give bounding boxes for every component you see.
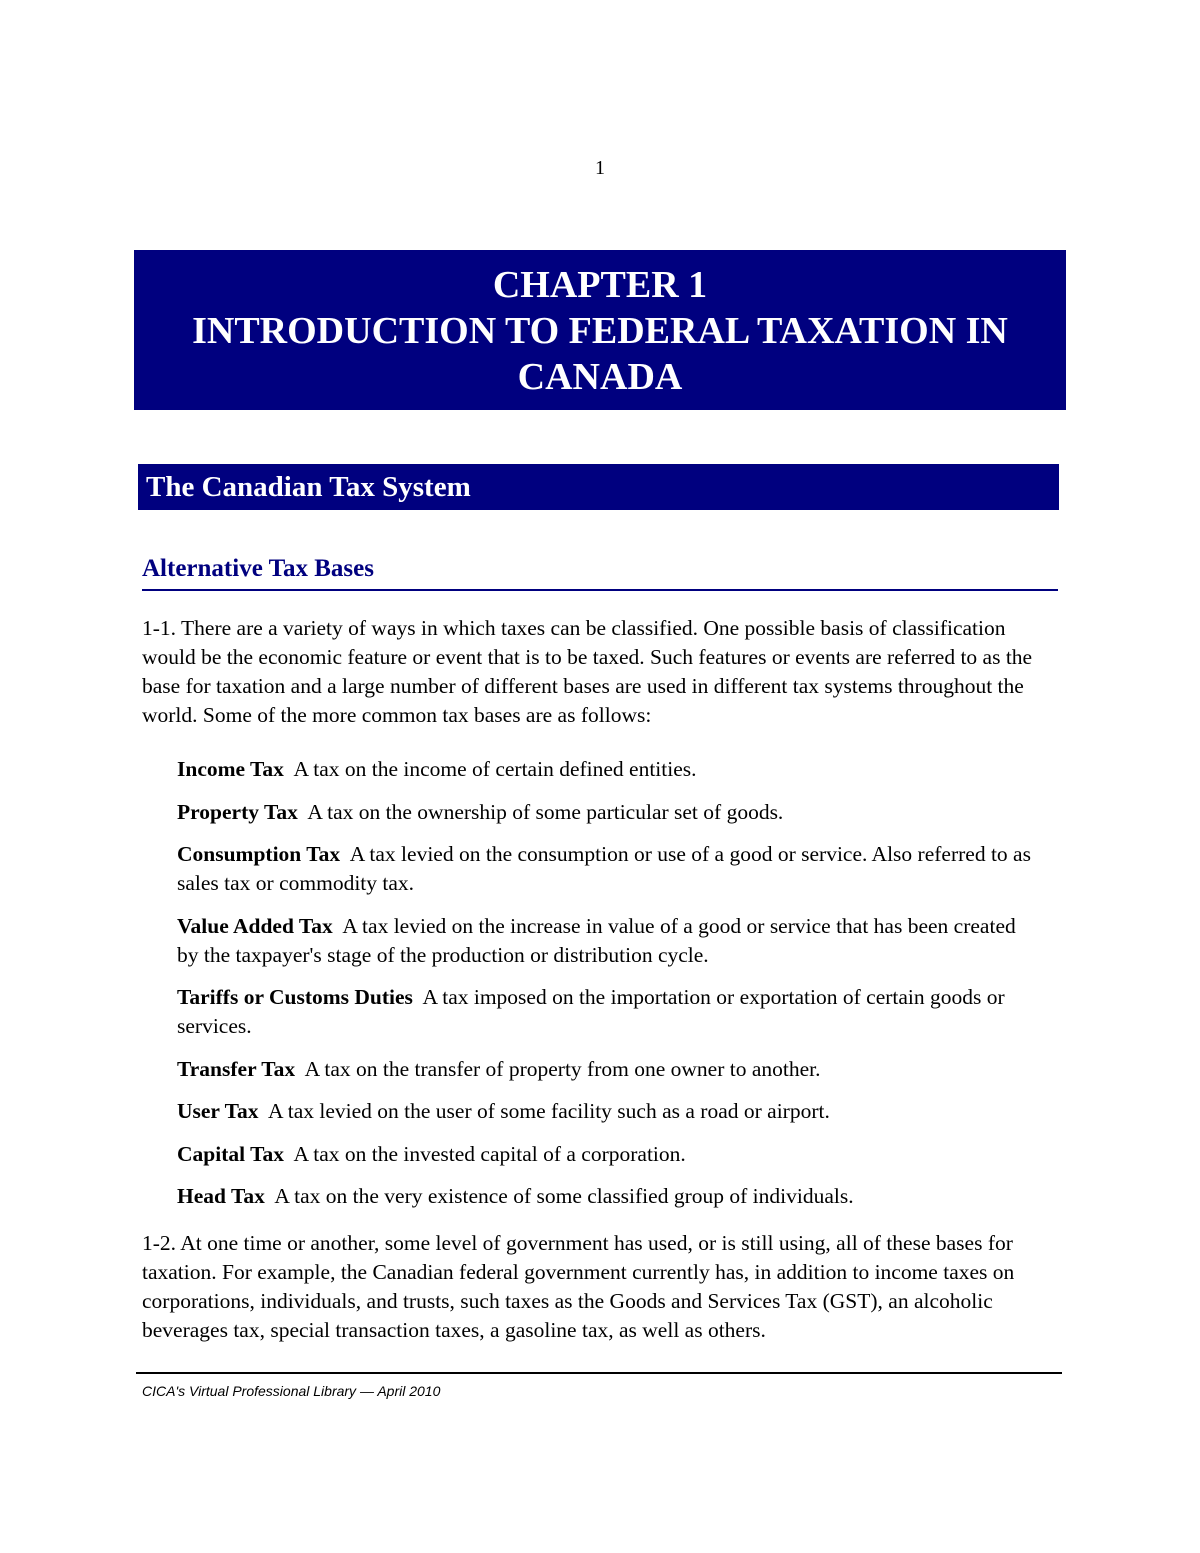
- definition-term: Head Tax: [177, 1184, 265, 1208]
- definition-text: A tax on the ownership of some particular set of goods.: [307, 799, 784, 824]
- footer-divider: [136, 1372, 1062, 1374]
- definition-text: A tax levied on the user of some facility such as a road or airport.: [268, 1099, 830, 1123]
- definition-term: Capital Tax: [177, 1141, 284, 1166]
- definition-item: [177, 798, 1037, 827]
- tax-base-definitions: [177, 755, 1037, 1225]
- definition-item: [177, 983, 1037, 1041]
- definition-text: A tax on the very existence of some classified group of individuals.: [274, 1184, 854, 1208]
- page-number: 1: [595, 157, 605, 179]
- definition-term: Transfer Tax: [177, 1056, 296, 1081]
- definition-term: Consumption Tax: [177, 842, 341, 866]
- definition-text: A tax levied on the increase in value of a good or service that has been created by the taxpayer's stage of the production or distribution cycle.: [177, 913, 1016, 967]
- definition-text: A tax imposed on the importation or exportation of certain goods or services.: [177, 985, 1005, 1038]
- chapter-number: CHAPTER 1: [492, 264, 708, 306]
- chapter-title-banner: [134, 250, 1066, 410]
- definition-term: Tariffs or Customs Duties: [177, 985, 413, 1009]
- definition-text: A tax on the transfer of property from one owner to another.: [304, 1056, 821, 1081]
- definition-item: [177, 755, 1037, 784]
- definition-term: Income Tax: [177, 757, 284, 781]
- definition-item: [177, 840, 1037, 898]
- definition-term: Property Tax: [177, 799, 298, 824]
- paragraph-1-2: 1-2. At one time or another, some level of government has used, or is still using, all of these bases for taxation. For example, the Canadian federal government currently has, in addition to income taxes on corporations, individuals, and trusts, such taxes as the Goods and Services Tax (GST), an alcoholic beverages tax, special transaction taxes, a gasoline tax, as well as others.: [142, 1231, 1015, 1342]
- definition-item: [177, 912, 1037, 970]
- footer-text: CICA's Virtual Professional Library — April 2010: [142, 1383, 441, 1399]
- definition-item: [177, 1182, 1037, 1211]
- definition-text: A tax levied on the consumption or use of a good or service. Also referred to as sales tax or commodity tax.: [177, 842, 1031, 895]
- definition-text: A tax on the income of certain defined entities.: [293, 757, 697, 781]
- section-heading: The Canadian Tax System: [138, 464, 1059, 510]
- definition-term: User Tax: [177, 1099, 259, 1123]
- chapter-title-line-1: INTRODUCTION TO FEDERAL TAXATION IN: [192, 310, 1008, 352]
- chapter-title-line-2: CANADA: [517, 356, 683, 398]
- definition-item: [177, 1140, 1037, 1169]
- definition-item: [177, 1055, 1037, 1084]
- definition-item: [177, 1097, 1037, 1126]
- subsection-heading: Alternative Tax Bases: [142, 553, 1058, 591]
- paragraph-1-1: 1-1. There are a variety of ways in which taxes can be classified. One possible basis of classification would be the economic feature or event that is to be taxed. Such features or events are referred to as the base for taxation and a large number of different bases are used in different tax systems throughout the world. Some of the more common tax bases are as follows:: [142, 616, 1033, 727]
- definition-text: A tax on the invested capital of a corporation.: [293, 1141, 686, 1166]
- definition-term: Value Added Tax: [177, 913, 333, 938]
